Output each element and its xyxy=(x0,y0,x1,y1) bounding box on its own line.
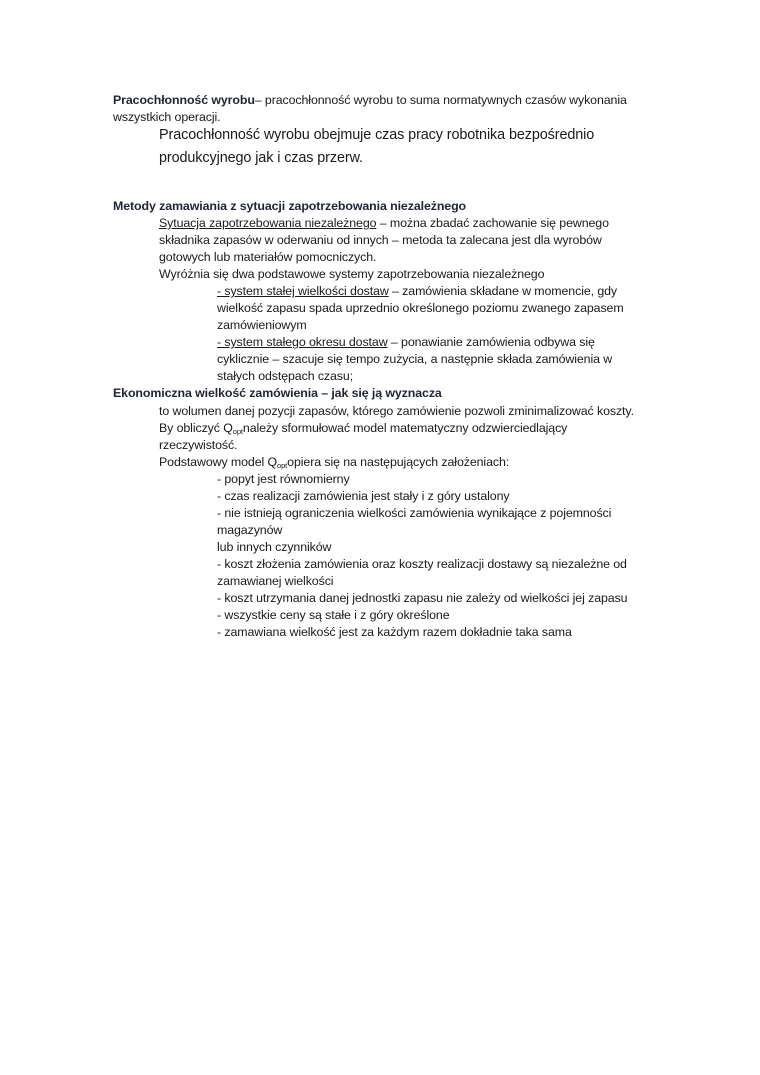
pracochlonnosc-heading: Pracochłonność wyrobu xyxy=(113,93,255,107)
system-1-text: – zamówienia składane w momencie, gdy xyxy=(388,284,617,298)
ekonomiczna-wielkosc-heading: Ekonomiczna wielkość zamówienia – jak się ją wyznacza xyxy=(113,386,442,400)
pracochlonnosc-definition-line-1 xyxy=(113,92,627,109)
ewz-model-intro-end: opiera się na następujących założeniach: xyxy=(287,455,510,469)
system-2-line-2: cyklicznie – szacuje się tempo zużycia, a następnie składa zamówienia w xyxy=(217,352,613,366)
system-1-term: - system stałej wielkości dostaw xyxy=(217,284,389,298)
assumption-item: zamawianej wielkości xyxy=(217,574,334,588)
ewz-model-intro-start: Podstawowy model Q xyxy=(159,455,278,469)
pracochlonnosc-definition-line-2: wszystkich operacji. xyxy=(113,110,221,124)
sytuacja-definition-line-2: składnika zapasów w oderwaniu od innych – metoda ta zalecana jest dla wyrobów xyxy=(159,233,602,247)
ewz-definition-line-3: rzeczywistość. xyxy=(159,438,238,452)
assumption-item: - wszystkie ceny są stałe i z góry określone xyxy=(217,608,450,622)
q-opt-subscript-2: opt xyxy=(277,461,288,470)
system-1-line-3: zamówieniowym xyxy=(217,318,307,332)
pracochlonnosc-note-line-1: Pracochłonność wyrobu obejmuje czas pracy robotnika bezpośrednio xyxy=(159,127,595,143)
assumption-item: - czas realizacji zamówienia jest stały i z góry ustalony xyxy=(217,489,510,503)
ewz-line-2-end: należy sformułować model matematyczny odzwierciedlający xyxy=(242,421,568,435)
assumption-item: - koszt złożenia zamówienia oraz koszty realizacji dostawy są niezależne od xyxy=(217,557,627,571)
system-1-line-1 xyxy=(217,283,617,300)
assumption-item: - zamawiana wielkość jest za każdym razem dokładnie taka sama xyxy=(217,625,572,639)
pracochlonnosc-definition-text: – pracochłonność wyrobu to suma normatywnych czasów wykonania xyxy=(254,93,627,107)
system-1-line-2: wielkość zapasu spada uprzednio określonego poziomu zwanego zapasem xyxy=(217,301,624,315)
system-2-line-3: stałych odstępach czasu; xyxy=(217,369,354,383)
q-opt-subscript: opt xyxy=(232,427,243,436)
system-2-line-1 xyxy=(217,334,595,351)
assumption-item: lub innych czynników xyxy=(217,540,332,554)
systemy-intro: Wyróżnia się dwa podstawowe systemy zapotrzebowania niezależnego xyxy=(159,267,545,281)
sytuacja-definition-text: – można zbadać zachowanie się pewnego xyxy=(376,216,609,230)
assumption-item: - koszt utrzymania danej jednostki zapasu nie zależy od wielkości jej zapasu xyxy=(217,591,628,605)
ewz-definition-line-2 xyxy=(159,420,567,437)
assumption-item: - popyt jest równomierny xyxy=(217,472,350,486)
ewz-model-intro xyxy=(159,454,509,471)
sytuacja-term: Sytuacja zapotrzebowania niezależnego xyxy=(159,216,377,230)
assumption-item: - nie istnieją ograniczenia wielkości zamówienia wynikające z pojemności xyxy=(217,506,612,520)
system-2-term: - system stałego okresu dostaw xyxy=(217,335,388,349)
ewz-definition-line-1: to wolumen danej pozycji zapasów, którego zamówienie pozwoli zminimalizować koszty. xyxy=(159,404,634,418)
sytuacja-definition-line-3: gotowych lub materiałów pomocniczych. xyxy=(159,250,377,264)
sytuacja-definition-line-1 xyxy=(159,215,609,232)
ewz-line-2-start: By obliczyć Q xyxy=(159,421,233,435)
assumption-item: magazynów xyxy=(217,523,283,537)
metody-zamawiania-heading: Metody zamawiania z sytuacji zapotrzebowania niezależnego xyxy=(113,199,467,213)
system-2-text: – ponawianie zamówienia odbywa się xyxy=(387,335,595,349)
pracochlonnosc-note-line-2: produkcyjnego jak i czas przerw. xyxy=(159,150,363,166)
